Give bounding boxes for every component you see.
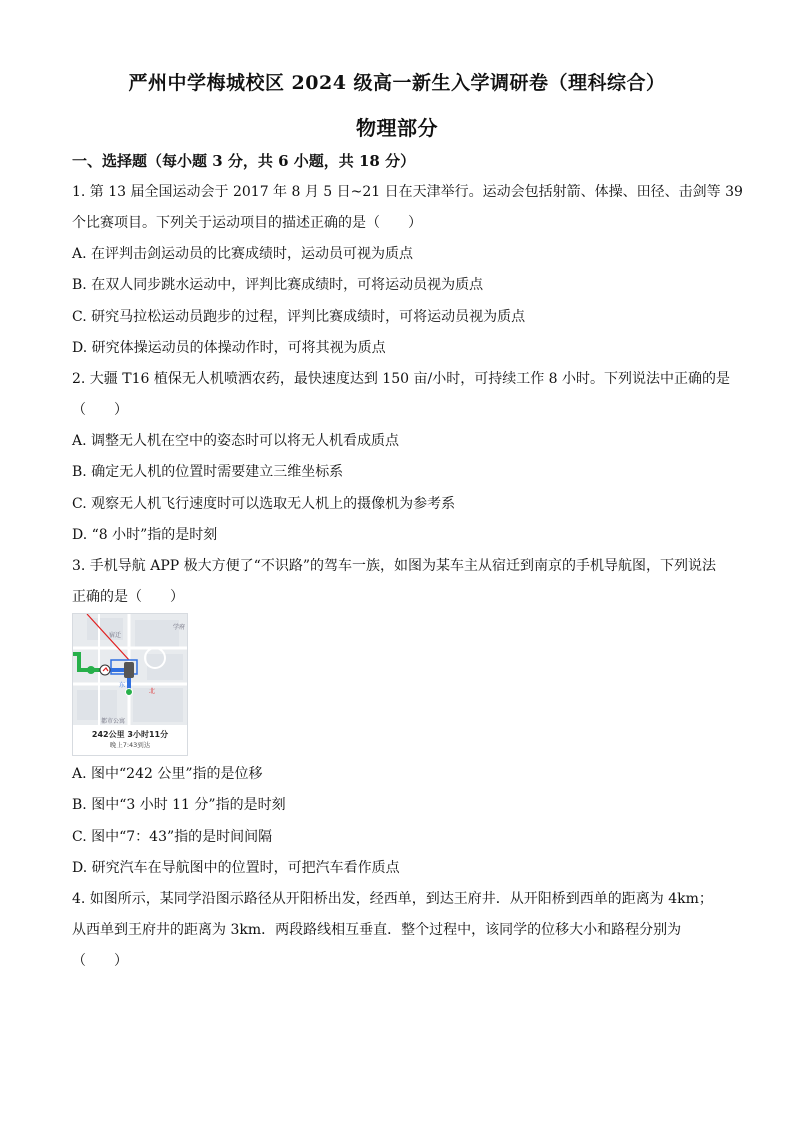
map-drawing	[73, 614, 188, 727]
question-2-option-b: B. 确定无人机的位置时需要建立三维坐标系	[72, 464, 344, 480]
route-arrival-time: 晚上7:43到达	[109, 741, 151, 749]
question-4-stem-line-3: （ ）	[72, 953, 128, 969]
map-label-1: 学府	[173, 624, 186, 631]
section-heading: 一、选择题（每小题 3 分，共 6 小题，共 18 分）	[72, 152, 416, 170]
question-1-stem-line-1: 1. 第 13 届全国运动会于 2017 年 8 月 5 日~21 日在天津举行。运动会包括射箭、体操、田径、击剑等 39	[72, 184, 743, 200]
map-label-east: 东	[119, 682, 126, 689]
question-3-option-d: D. 研究汽车在导航图中的位置时，可把汽车看作质点	[72, 860, 400, 876]
question-2-option-c: C. 观察无人机飞行速度时可以选取无人机上的摄像机为参考系	[72, 496, 456, 512]
map-label-apartment: 都市公寓	[101, 718, 126, 725]
question-3-option-a: A. 图中“242 公里”指的是位移	[72, 766, 263, 782]
map-info-panel	[73, 725, 187, 755]
question-3-option-b: B. 图中“3 小时 11 分”指的是时刻	[72, 797, 286, 813]
question-1-option-c: C. 研究马拉松运动员跑步的过程，评判比赛成绩时，可将运动员视为质点	[72, 309, 526, 325]
exam-subtitle: 物理部分	[356, 116, 438, 140]
question-1-option-b: B. 在双人同步跳水运动中，评判比赛成绩时，可将运动员视为质点	[72, 277, 484, 293]
question-1-stem-line-2: 个比赛项目。下列关于运动项目的描述正确的是（ ）	[72, 215, 422, 231]
end-marker-icon	[126, 689, 133, 696]
turn-marker-icon	[100, 665, 110, 675]
question-3-stem-line-2: 正确的是（ ）	[72, 589, 184, 605]
question-3-option-c: C. 图中“7：43”指的是时间间隔	[72, 829, 273, 845]
question-4-stem-line-2: 从西单到王府井的距离为 3km．两段路线相互垂直．整个过程中，该同学的位移大小和路程分别为	[72, 922, 682, 938]
question-1-option-d: D. 研究体操运动员的体操动作时，可将其视为质点	[72, 340, 386, 356]
question-1-option-a: A. 在评判击剑运动员的比赛成绩时，运动员可视为质点	[72, 246, 414, 262]
navigation-map-figure	[72, 613, 188, 756]
route-distance-time: 242公里 3小时11分	[91, 730, 169, 739]
map-label-2: 宿迁	[109, 632, 122, 639]
start-marker-icon	[87, 666, 95, 674]
question-2-option-a: A. 调整无人机在空中的姿态时可以将无人机看成质点	[72, 433, 400, 449]
question-4-stem-line-1: 4. 如图所示，某同学沿图示路径从开阳桥出发，经西单，到达王府井．从开阳桥到西单的距离为 4km；	[72, 891, 713, 907]
question-2-option-d: D. “8 小时”指的是时刻	[72, 527, 218, 543]
question-3-stem-line-1: 3. 手机导航 APP 极大方便了“不识路”的驾车一族，如图为某车主从宿迁到南京的手机导航图，下列说法	[72, 558, 716, 574]
exam-title: 严州中学梅城校区 2024 级高一新生入学调研卷（理科综合）	[128, 72, 666, 94]
question-2-stem-line-1: 2. 大疆 T16 植保无人机喷洒农药，最快速度达到 150 亩/小时，可持续工作 8 小时。下列说法中正确的是	[72, 371, 731, 387]
map-label-north: 北	[149, 688, 156, 695]
car-icon	[124, 662, 134, 678]
question-2-stem-line-2: （ ）	[72, 402, 128, 418]
